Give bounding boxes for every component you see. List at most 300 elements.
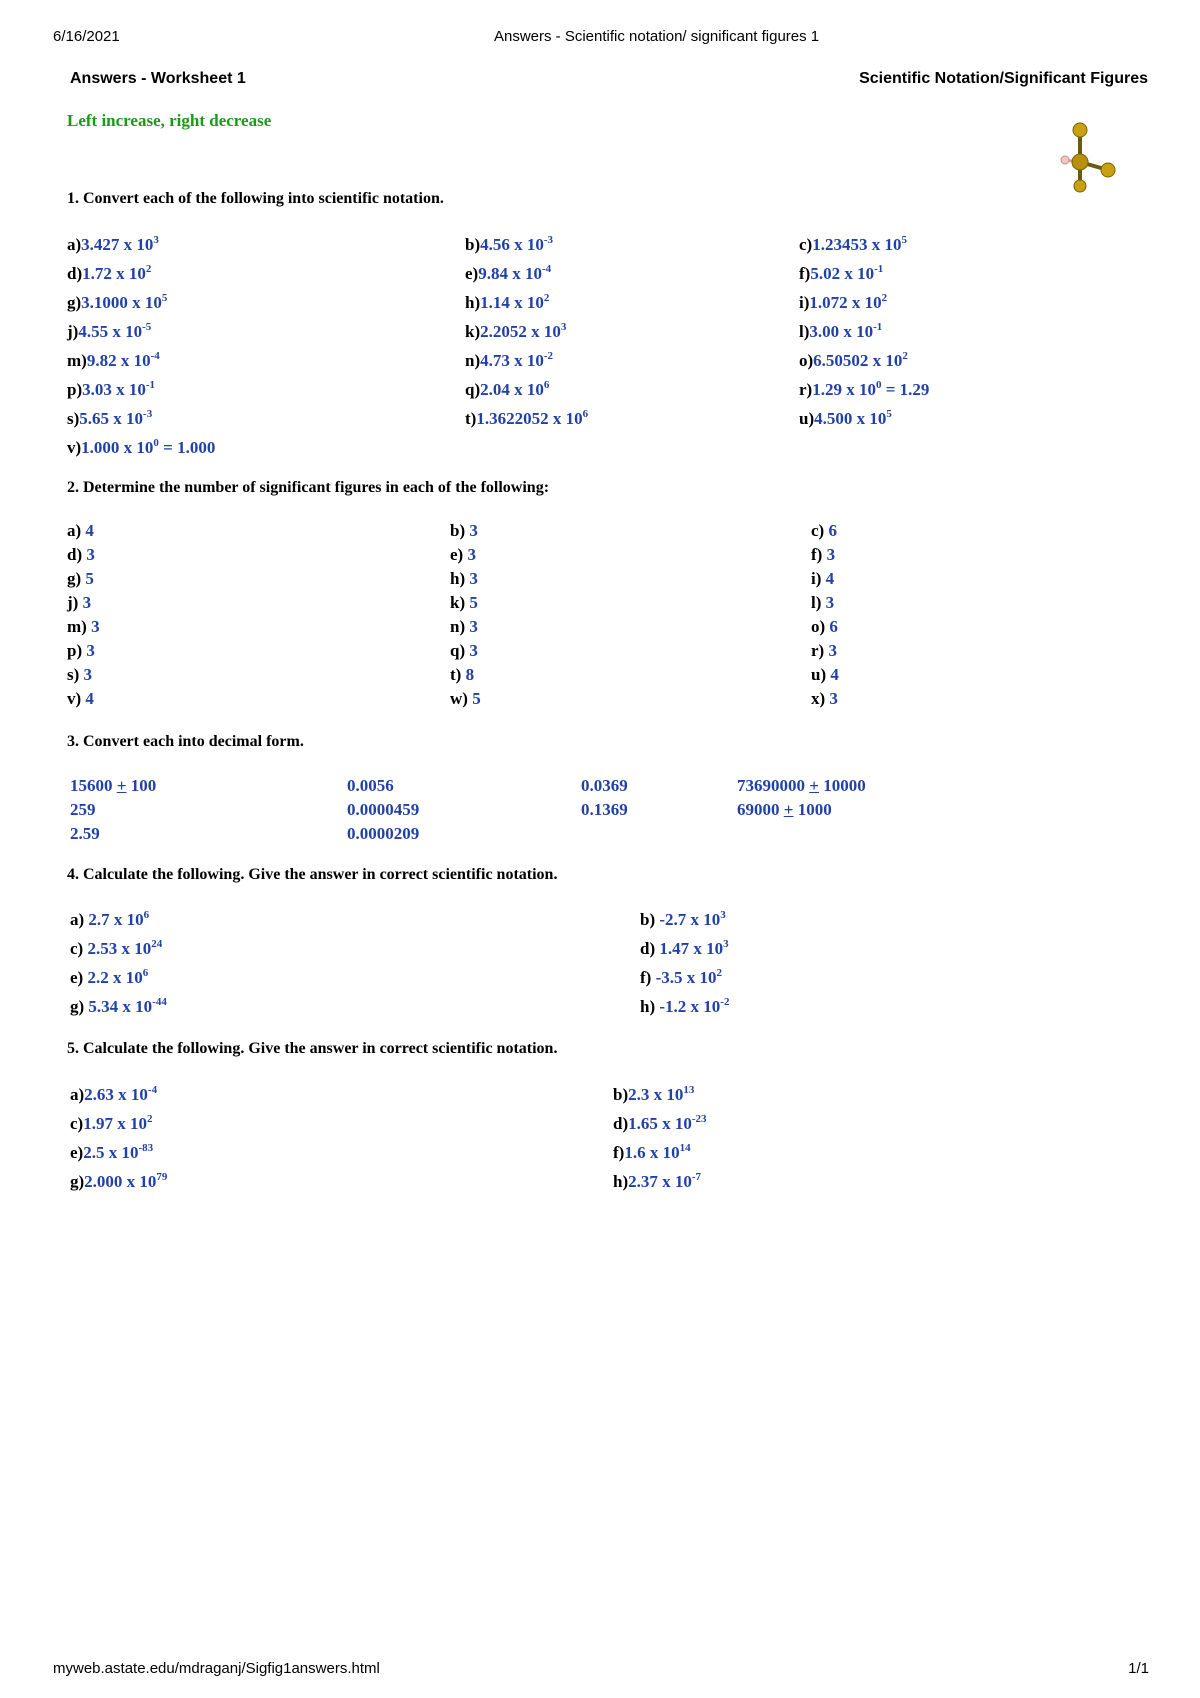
answer-item — [465, 409, 588, 429]
item-label: i) — [811, 569, 822, 588]
print-page-number: 1/1 — [1128, 1660, 1149, 1677]
item-answer — [84, 1172, 167, 1191]
item-label: g) — [67, 293, 82, 312]
item-label: s) — [67, 409, 80, 428]
answer-item — [465, 235, 553, 255]
item-label: h) — [450, 569, 466, 588]
item-answer — [809, 322, 882, 341]
answer-exponent: 6 — [143, 909, 150, 921]
item-label: f) — [799, 264, 811, 283]
item-label: e) — [70, 1143, 84, 1162]
item-answer — [659, 997, 729, 1016]
answer-item — [799, 235, 907, 255]
print-title: Answers - Scientific notation/ significant figures 1 — [494, 28, 820, 45]
answer-base: 4.500 x 10 — [814, 409, 887, 428]
answer-item — [67, 351, 160, 371]
item-label: h) — [640, 997, 656, 1016]
answer-exponent: 6 — [543, 379, 550, 391]
item-answer — [656, 968, 722, 987]
decimal-value: 0.0056 — [347, 776, 394, 795]
item-label: v) — [67, 438, 82, 457]
answer-item — [450, 545, 476, 565]
decimal-value: 0.0000459 — [347, 800, 420, 819]
item-label: t) — [450, 665, 462, 684]
item-answer: 4 — [85, 689, 94, 708]
item-answer: 5 — [472, 689, 481, 708]
answer-exponent: 5 — [161, 292, 168, 304]
item-answer — [624, 1143, 690, 1162]
answer-item — [799, 351, 908, 371]
answer-item — [799, 409, 892, 429]
item-answer — [480, 293, 549, 312]
hint-text: Left increase, right decrease — [67, 111, 272, 130]
answer-exponent: -23 — [691, 1113, 707, 1125]
decimal-answer — [70, 776, 156, 796]
item-label: d) — [613, 1114, 629, 1133]
answer-item — [811, 569, 834, 589]
item-label: o) — [799, 351, 814, 370]
answer-exponent: 24 — [151, 938, 163, 950]
answer-exponent: -5 — [142, 321, 152, 333]
answer-exponent: -3 — [543, 234, 554, 246]
answer-item — [450, 569, 478, 589]
item-answer — [87, 351, 160, 370]
print-url: myweb.astate.edu/mdraganj/Sigfig1answers.html — [53, 1660, 380, 1677]
item-label: b) — [450, 521, 466, 540]
item-answer: 3 — [86, 545, 95, 564]
answer-item — [67, 689, 94, 709]
answer-item — [465, 293, 549, 313]
item-label: e) — [450, 545, 464, 564]
item-label: g) — [67, 569, 82, 588]
item-label: f) — [640, 968, 652, 987]
answer-item — [70, 910, 149, 930]
answer-exponent: 3 — [153, 234, 159, 246]
item-answer — [81, 293, 167, 312]
answer-base: 4.56 x 10 — [480, 235, 544, 254]
item-answer — [83, 1143, 153, 1162]
worksheet-subject: Scientific Notation/Significant Figures — [859, 70, 1148, 87]
answer-base: 1.072 x 10 — [809, 293, 882, 312]
item-label: s) — [67, 665, 80, 684]
item-answer — [812, 235, 907, 254]
item-label: j) — [67, 322, 79, 341]
answer-item — [465, 264, 551, 284]
decimal-value: 259 — [70, 800, 96, 819]
item-answer: 4 — [85, 521, 94, 540]
item-label: l) — [799, 322, 810, 341]
item-answer — [87, 968, 148, 987]
item-label: o) — [811, 617, 826, 636]
item-label: c) — [70, 939, 84, 958]
item-label: r) — [811, 641, 825, 660]
decimal-answer — [737, 800, 832, 820]
answer-item — [811, 665, 839, 685]
answer-base: 2.37 x 10 — [628, 1172, 692, 1191]
item-label: x) — [811, 689, 826, 708]
item-label: v) — [67, 689, 82, 708]
item-label: f) — [613, 1143, 625, 1162]
uncertainty-value: 1000 — [793, 800, 832, 819]
answer-item — [70, 968, 148, 988]
item-label: r) — [799, 380, 813, 399]
answer-base: 2.2 x 10 — [87, 968, 143, 987]
item-label: l) — [811, 593, 822, 612]
answer-exponent: -44 — [152, 996, 167, 1008]
item-answer — [659, 910, 725, 929]
answer-item — [465, 351, 553, 371]
item-label: j) — [67, 593, 79, 612]
item-label: m) — [67, 617, 87, 636]
answer-exponent: 0 — [875, 379, 882, 391]
answer-item — [811, 641, 837, 661]
answer-base: 1.65 x 10 — [628, 1114, 692, 1133]
item-label: k) — [450, 593, 466, 612]
answer-base: 2.63 x 10 — [84, 1085, 148, 1104]
item-answer — [79, 409, 152, 428]
answer-item — [67, 380, 155, 400]
item-label: w) — [450, 689, 468, 708]
answer-item — [613, 1085, 694, 1105]
item-answer — [628, 1114, 706, 1133]
item-label: f) — [811, 545, 823, 564]
answer-exponent: 3 — [720, 909, 726, 921]
item-answer — [480, 380, 549, 399]
answer-base: -1.2 x 10 — [659, 997, 721, 1016]
item-label: u) — [811, 665, 827, 684]
q4-title: 4. Calculate the following. Give the answer in correct scientific notation. — [67, 866, 558, 883]
answer-base: 2.53 x 10 — [87, 939, 152, 958]
uncertainty-value: 100 — [126, 776, 157, 795]
item-label: c) — [70, 1114, 84, 1133]
item-answer: 8 — [465, 665, 475, 684]
item-label: a) — [70, 1085, 85, 1104]
answer-base: 1.72 x 10 — [82, 264, 146, 283]
answer-exponent: 79 — [156, 1171, 168, 1183]
answer-item — [70, 1085, 157, 1105]
answer-exponent: 2 — [145, 263, 152, 275]
worksheet-title: Answers - Worksheet 1 — [70, 70, 246, 87]
answer-item — [811, 593, 834, 613]
item-label: a) — [67, 521, 82, 540]
item-label: q) — [465, 380, 481, 399]
item-answer: 3 — [829, 689, 838, 708]
item-label: a) — [70, 910, 85, 929]
answer-exponent: 3 — [560, 321, 567, 333]
item-answer: 3 — [86, 641, 95, 660]
decimal-answer — [581, 800, 628, 820]
answer-item — [640, 968, 722, 988]
item-answer — [82, 380, 155, 399]
item-label: p) — [67, 641, 83, 660]
item-answer — [81, 235, 159, 254]
plus-minus-sign: + — [116, 776, 127, 795]
plus-minus-sign: + — [809, 776, 819, 795]
item-answer — [809, 293, 887, 312]
item-answer: 3 — [83, 665, 93, 684]
answer-exponent: -1 — [874, 263, 884, 275]
answer-exponent: 2 — [543, 292, 550, 304]
item-label: e) — [465, 264, 479, 283]
item-label: g) — [70, 1172, 85, 1191]
answer-base: 6.50502 x 10 — [813, 351, 903, 370]
answer-base: 9.82 x 10 — [86, 351, 151, 370]
item-answer: 3 — [469, 641, 478, 660]
answer-exponent: -2 — [720, 996, 730, 1008]
item-answer — [83, 1114, 152, 1133]
decimal-value: 73690000 — [737, 776, 810, 795]
answer-exponent: 2 — [881, 292, 888, 304]
decimal-value: 69000 — [737, 800, 784, 819]
decimal-answer — [347, 824, 419, 844]
item-answer — [84, 1085, 157, 1104]
answer-tail: = 1.29 — [881, 380, 930, 399]
item-label: h) — [465, 293, 481, 312]
item-answer: 4 — [825, 569, 835, 588]
item-label: d) — [67, 264, 83, 283]
item-label: d) — [640, 939, 656, 958]
uncertainty-value: 10000 — [818, 776, 866, 795]
molecule-icon — [1056, 120, 1128, 194]
item-label: b) — [465, 235, 481, 254]
item-answer — [82, 264, 151, 283]
item-answer — [478, 264, 551, 283]
answer-item — [70, 997, 167, 1017]
item-label: n) — [450, 617, 466, 636]
item-answer — [813, 351, 908, 370]
item-label: t) — [465, 409, 477, 428]
item-label: d) — [67, 545, 83, 564]
item-answer: 3 — [82, 593, 92, 612]
answer-base: 4.55 x 10 — [78, 322, 143, 341]
answer-item — [67, 521, 94, 541]
answer-item — [450, 665, 474, 685]
item-answer — [81, 438, 215, 457]
answer-item — [67, 665, 92, 685]
answer-base: 2.7 x 10 — [88, 910, 144, 929]
answer-item — [67, 617, 100, 637]
answer-item — [811, 545, 835, 565]
answer-item — [799, 380, 929, 400]
item-label: n) — [465, 351, 481, 370]
item-answer: 3 — [469, 569, 478, 588]
answer-item — [613, 1172, 701, 1192]
item-label: u) — [799, 409, 815, 428]
answer-base: 4.73 x 10 — [480, 351, 544, 370]
item-answer — [480, 351, 553, 370]
answer-exponent: 5 — [901, 234, 907, 246]
answer-base: 1.000 x 10 — [81, 438, 154, 457]
item-answer: 6 — [828, 521, 837, 540]
answer-item — [70, 939, 162, 959]
answer-base: 1.47 x 10 — [659, 939, 724, 958]
item-label: g) — [70, 997, 85, 1016]
answer-base: 1.29 x 10 — [812, 380, 876, 399]
answer-item — [799, 322, 882, 342]
answer-item — [67, 235, 159, 255]
answer-item — [67, 641, 95, 661]
answer-base: 5.34 x 10 — [88, 997, 153, 1016]
print-date: 6/16/2021 — [53, 28, 120, 45]
answer-item — [799, 264, 883, 284]
item-label: h) — [613, 1172, 629, 1191]
item-answer — [480, 235, 553, 254]
answer-exponent: 6 — [582, 408, 589, 420]
answer-item — [450, 641, 478, 661]
item-answer — [812, 380, 929, 399]
item-answer: 3 — [825, 593, 835, 612]
answer-exponent: -1 — [145, 379, 156, 391]
answer-base: 2.5 x 10 — [83, 1143, 139, 1162]
answer-base: 2.2052 x 10 — [480, 322, 561, 341]
answer-item — [450, 617, 478, 637]
answer-base: 1.6 x 10 — [624, 1143, 680, 1162]
answer-base: 1.97 x 10 — [83, 1114, 147, 1133]
answer-base: 5.02 x 10 — [810, 264, 875, 283]
item-answer: 3 — [826, 545, 836, 564]
decimal-answer — [737, 776, 866, 796]
answer-exponent: 2 — [716, 967, 722, 979]
item-label: b) — [613, 1085, 629, 1104]
answer-item — [811, 689, 838, 709]
answer-exponent: 13 — [683, 1084, 695, 1096]
item-answer: 3 — [91, 617, 100, 636]
answer-base: 2.04 x 10 — [480, 380, 544, 399]
decimal-answer — [70, 800, 96, 820]
answer-item — [465, 322, 566, 342]
answer-item — [613, 1143, 691, 1163]
answer-base: 1.14 x 10 — [480, 293, 544, 312]
answer-item — [811, 521, 837, 541]
decimal-value: 0.0000209 — [347, 824, 420, 843]
plus-minus-sign: + — [783, 800, 794, 819]
item-label: c) — [811, 521, 825, 540]
answer-exponent: -4 — [541, 263, 552, 275]
item-answer — [88, 997, 166, 1016]
item-label: m) — [67, 351, 87, 370]
answer-exponent: 6 — [142, 967, 149, 979]
answer-item — [67, 322, 151, 342]
decimal-answer — [70, 824, 100, 844]
item-answer: 5 — [85, 569, 94, 588]
item-answer: 5 — [469, 593, 478, 612]
decimal-answer — [581, 776, 628, 796]
answer-item — [70, 1143, 153, 1163]
answer-exponent: -1 — [873, 321, 883, 333]
answer-item — [811, 617, 838, 637]
item-answer: 3 — [828, 641, 837, 660]
item-answer: 3 — [469, 521, 478, 540]
decimal-value: 0.1369 — [581, 800, 628, 819]
item-answer — [814, 409, 892, 428]
answer-exponent: 14 — [679, 1142, 691, 1154]
answer-item — [640, 939, 729, 959]
decimal-value: 2.59 — [70, 824, 100, 843]
answer-exponent: -4 — [150, 350, 160, 362]
answer-tail: = 1.000 — [158, 438, 216, 457]
answer-exponent: -83 — [138, 1142, 154, 1154]
answer-base: 3.00 x 10 — [809, 322, 874, 341]
answer-base: 9.84 x 10 — [478, 264, 542, 283]
item-answer — [87, 939, 162, 958]
answer-base: 2.000 x 10 — [84, 1172, 157, 1191]
answer-exponent: 2 — [902, 350, 908, 362]
answer-base: 2.3 x 10 — [628, 1085, 684, 1104]
answer-exponent: -2 — [543, 350, 554, 362]
answer-item — [67, 409, 152, 429]
answer-item — [450, 689, 481, 709]
answer-exponent: -7 — [691, 1171, 702, 1183]
item-label: i) — [799, 293, 810, 312]
answer-base: 3.427 x 10 — [81, 235, 154, 254]
answer-exponent: 2 — [146, 1113, 153, 1125]
answer-item — [640, 997, 729, 1017]
answer-exponent: -4 — [147, 1084, 158, 1096]
q1-title: 1. Convert each of the following into scientific notation. — [67, 190, 444, 207]
answer-base: 3.03 x 10 — [82, 380, 146, 399]
answer-item — [67, 293, 167, 313]
item-label: q) — [450, 641, 466, 660]
item-answer — [88, 910, 149, 929]
item-answer — [810, 264, 883, 283]
answer-item — [465, 380, 549, 400]
item-label: c) — [799, 235, 813, 254]
answer-item — [70, 1172, 167, 1192]
answer-base: 5.65 x 10 — [79, 409, 144, 428]
answer-base: 1.23453 x 10 — [812, 235, 902, 254]
answer-item — [67, 264, 151, 284]
answer-base: -3.5 x 10 — [655, 968, 717, 987]
item-label: a) — [67, 235, 82, 254]
q2-title: 2. Determine the number of significant figures in each of the following: — [67, 479, 550, 496]
item-answer — [628, 1085, 694, 1104]
decimal-value: 15600 — [70, 776, 117, 795]
decimal-answer — [347, 800, 419, 820]
item-answer: 6 — [829, 617, 838, 636]
decimal-answer — [347, 776, 394, 796]
answer-item — [67, 569, 94, 589]
answer-item — [640, 910, 726, 930]
answer-item — [450, 593, 478, 613]
item-answer — [480, 322, 566, 341]
item-answer: 3 — [467, 545, 476, 564]
answer-base: -2.7 x 10 — [659, 910, 721, 929]
item-label: b) — [640, 910, 656, 929]
item-answer — [628, 1172, 701, 1191]
answer-exponent: 5 — [886, 408, 892, 420]
item-label: p) — [67, 380, 83, 399]
answer-item — [799, 293, 887, 313]
answer-exponent: 0 — [153, 437, 159, 449]
answer-item — [450, 521, 478, 541]
answer-item — [67, 438, 215, 458]
item-answer: 3 — [469, 617, 478, 636]
decimal-value: 0.0369 — [581, 776, 628, 795]
answer-exponent: 3 — [723, 938, 729, 950]
answer-base: 1.3622052 x 10 — [476, 409, 583, 428]
q5-title: 5. Calculate the following. Give the answer in correct scientific notation. — [67, 1040, 558, 1057]
answer-exponent: -3 — [143, 408, 153, 420]
item-answer: 4 — [830, 665, 839, 684]
item-answer — [476, 409, 588, 428]
answer-item — [70, 1114, 152, 1134]
answer-base: 3.1000 x 10 — [81, 293, 162, 312]
q3-title: 3. Convert each into decimal form. — [67, 733, 304, 750]
answer-item — [613, 1114, 707, 1134]
item-answer — [659, 939, 728, 958]
item-label: k) — [465, 322, 481, 341]
item-answer — [78, 322, 151, 341]
